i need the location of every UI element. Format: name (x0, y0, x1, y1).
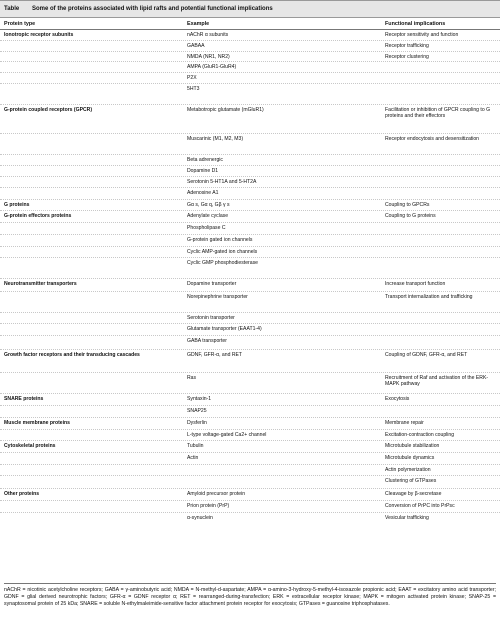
row-divider (0, 51, 500, 52)
cell-example: Dopamine transporter (187, 281, 237, 287)
table-title: Some of the proteins associated with lipid rafts and potential functional implications (32, 6, 273, 12)
row-divider (0, 335, 500, 336)
row-divider (0, 61, 500, 62)
cell-example: Gα s, Gα q, Gβ γ s (187, 202, 230, 208)
row-divider (0, 323, 500, 324)
row-divider (0, 349, 500, 350)
cell-functional-implication: Facilitation or inhibition of GPCR coupling to G proteins and their effectors (385, 107, 491, 120)
row-divider (0, 133, 500, 134)
row-divider (0, 210, 500, 211)
cell-protein-type: G-protein effectors proteins (4, 213, 72, 219)
row-divider (0, 405, 500, 406)
table-caption-bar (0, 0, 500, 18)
row-divider (0, 246, 500, 247)
cell-example: Cyclic AMP-gated ion channels (187, 249, 258, 255)
row-divider (0, 222, 500, 223)
cell-example: L-type voltage-gated Ca2+ channel (187, 432, 267, 438)
cell-example: Beta adrenergic (187, 157, 223, 163)
cell-functional-implication: Receptor trafficking (385, 43, 429, 49)
column-header-example: Example (187, 21, 210, 27)
cell-example: GDNF, GFR-α, and RET (187, 352, 243, 358)
cell-functional-implication: Receptor sensitivity and function (385, 32, 459, 38)
cell-example: Ras (187, 375, 197, 381)
cell-example: Adenosine A1 (187, 190, 219, 196)
row-divider (0, 440, 500, 441)
row-divider (0, 488, 500, 489)
cell-protein-type: Growth factor receptors and their transducing cascades (4, 352, 140, 358)
row-divider (0, 104, 500, 105)
cell-functional-implication: Microtubule stabilization (385, 443, 440, 449)
cell-functional-implication: Receptor endocytosis and desensitization (385, 136, 480, 142)
cell-functional-implication: Receptor clustering (385, 54, 429, 60)
cell-protein-type: G proteins (4, 202, 30, 208)
cell-functional-implication: Membrane repair (385, 420, 424, 426)
row-divider (0, 165, 500, 166)
row-divider (0, 40, 500, 41)
cell-example: GABA transporter (187, 338, 227, 344)
cell-example: P2X (187, 75, 197, 81)
cell-example: Dysferlin (187, 420, 207, 426)
cell-protein-type: Neurotransmitter transporters (4, 281, 77, 287)
column-header-functional-implications: Functional implications (385, 21, 446, 27)
cell-functional-implication: Exocytosis (385, 396, 410, 402)
cell-functional-implication: Coupling of GDNF, GFR-α, and RET (385, 352, 468, 358)
cell-example: Dopamine D1 (187, 168, 219, 174)
cell-example: Phospholipase C (187, 225, 226, 231)
cell-example: α-synuclein (187, 515, 213, 521)
row-divider (0, 464, 500, 465)
row-divider (0, 257, 500, 258)
cell-functional-implication: Coupling to G proteins (385, 213, 436, 219)
cell-example: Cyclic GMP phosphodiesterase (187, 260, 258, 266)
cell-example: 5HT3 (187, 86, 200, 92)
row-divider (0, 429, 500, 430)
cell-functional-implication: Clustering of GTPases (385, 478, 437, 484)
cell-functional-implication: Actin polymerization (385, 467, 431, 473)
row-divider (0, 176, 500, 177)
table-label: Table (4, 6, 20, 12)
cell-functional-implication: Recruitment of Raf and activation of the ERK-MAPK pathway (385, 375, 489, 388)
cell-example: G-protein gated ion channels (187, 237, 253, 243)
cell-example: Muscarinic (M1, M2, M3) (187, 136, 244, 142)
row-divider (0, 393, 500, 394)
cell-example: Adenylate cyclase (187, 213, 229, 219)
cell-example: Actin (187, 455, 199, 461)
row-divider (0, 278, 500, 279)
cell-example: AMPA (GluR1-GluR4) (187, 64, 237, 70)
cell-functional-implication: Coupling to GPCRs (385, 202, 430, 208)
table-footnote: nAChR = nicotinic acetylcholine receptors; GABA = γ-aminobutyric acid; NMDA = N-methyl-d-aspartate; AMPA = α-amino-3-hydroxy-5-methyl-4-isoxazole propionic acid; EAAT = excitatory amino acid transporter; GDNF = glial derived neurotrophic factors; GFR-α = GDNF receptor α; RET = rearranged-during-transfection; ERK = extracellular receptor kinase; MAPK = mitogen activated protein kinase; SNAP-25 = synaptosomal protein of 25 kDa; SNARE = soluble N-ethylmaleimide-sensitive factor attachment protein receptor for exocytosis; GTPases = guanosine triphosphatases. (4, 583, 496, 608)
cell-protein-type: SNARE proteins (4, 396, 44, 402)
cell-example: SNAP25 (187, 408, 207, 414)
cell-protein-type: Cytoskeletal proteins (4, 443, 56, 449)
row-divider (0, 417, 500, 418)
cell-example: Metabotropic glutamate (mGluR1) (187, 107, 264, 113)
cell-example: nAChR α subunits (187, 32, 229, 38)
cell-example: Amyloid precursor protein (187, 491, 246, 497)
row-divider (0, 199, 500, 200)
row-divider (0, 512, 500, 513)
cell-functional-implication: Cleavage by β-secretase (385, 491, 442, 497)
row-divider (0, 372, 500, 373)
cell-protein-type: Other proteins (4, 491, 40, 497)
cell-protein-type: G-protein coupled receptors (GPCR) (4, 107, 93, 113)
row-divider (0, 291, 500, 292)
cell-example: Serotonin 5-HT1A and 5-HT2A (187, 179, 257, 185)
cell-functional-implication: Vesicular trafficking (385, 515, 429, 521)
cell-example: Syntaxin-1 (187, 396, 212, 402)
cell-example: Serotonin transporter (187, 315, 235, 321)
cell-functional-implication: Microtubule dynamics (385, 455, 435, 461)
cell-example: Tubulin (187, 443, 204, 449)
row-divider (0, 312, 500, 313)
cell-example: GABAA (187, 43, 205, 49)
cell-functional-implication: Excitation-contraction coupling (385, 432, 455, 438)
cell-example: NMDA (NR1, NR2) (187, 54, 230, 60)
column-header-row (0, 18, 500, 30)
column-header-protein-type: Protein type (4, 21, 36, 27)
row-divider (0, 452, 500, 453)
cell-functional-implication: Conversion of PrPC into PrPsc (385, 503, 455, 509)
cell-example: Prion protein (PrP) (187, 503, 230, 509)
row-divider (0, 234, 500, 235)
row-divider (0, 500, 500, 501)
row-divider (0, 154, 500, 155)
row-divider (0, 72, 500, 73)
row-divider (0, 475, 500, 476)
row-divider (0, 83, 500, 84)
cell-protein-type: Ionotropic receptor subunits (4, 32, 74, 38)
cell-example: Glutamate transporter (EAAT1-4) (187, 326, 262, 332)
row-divider (0, 187, 500, 188)
cell-functional-implication: Increase transport function (385, 281, 446, 287)
cell-protein-type: Muscle membrane proteins (4, 420, 70, 426)
cell-functional-implication: Transport internalization and trafficking (385, 294, 473, 300)
cell-example: Norepinephrine transporter (187, 294, 248, 300)
